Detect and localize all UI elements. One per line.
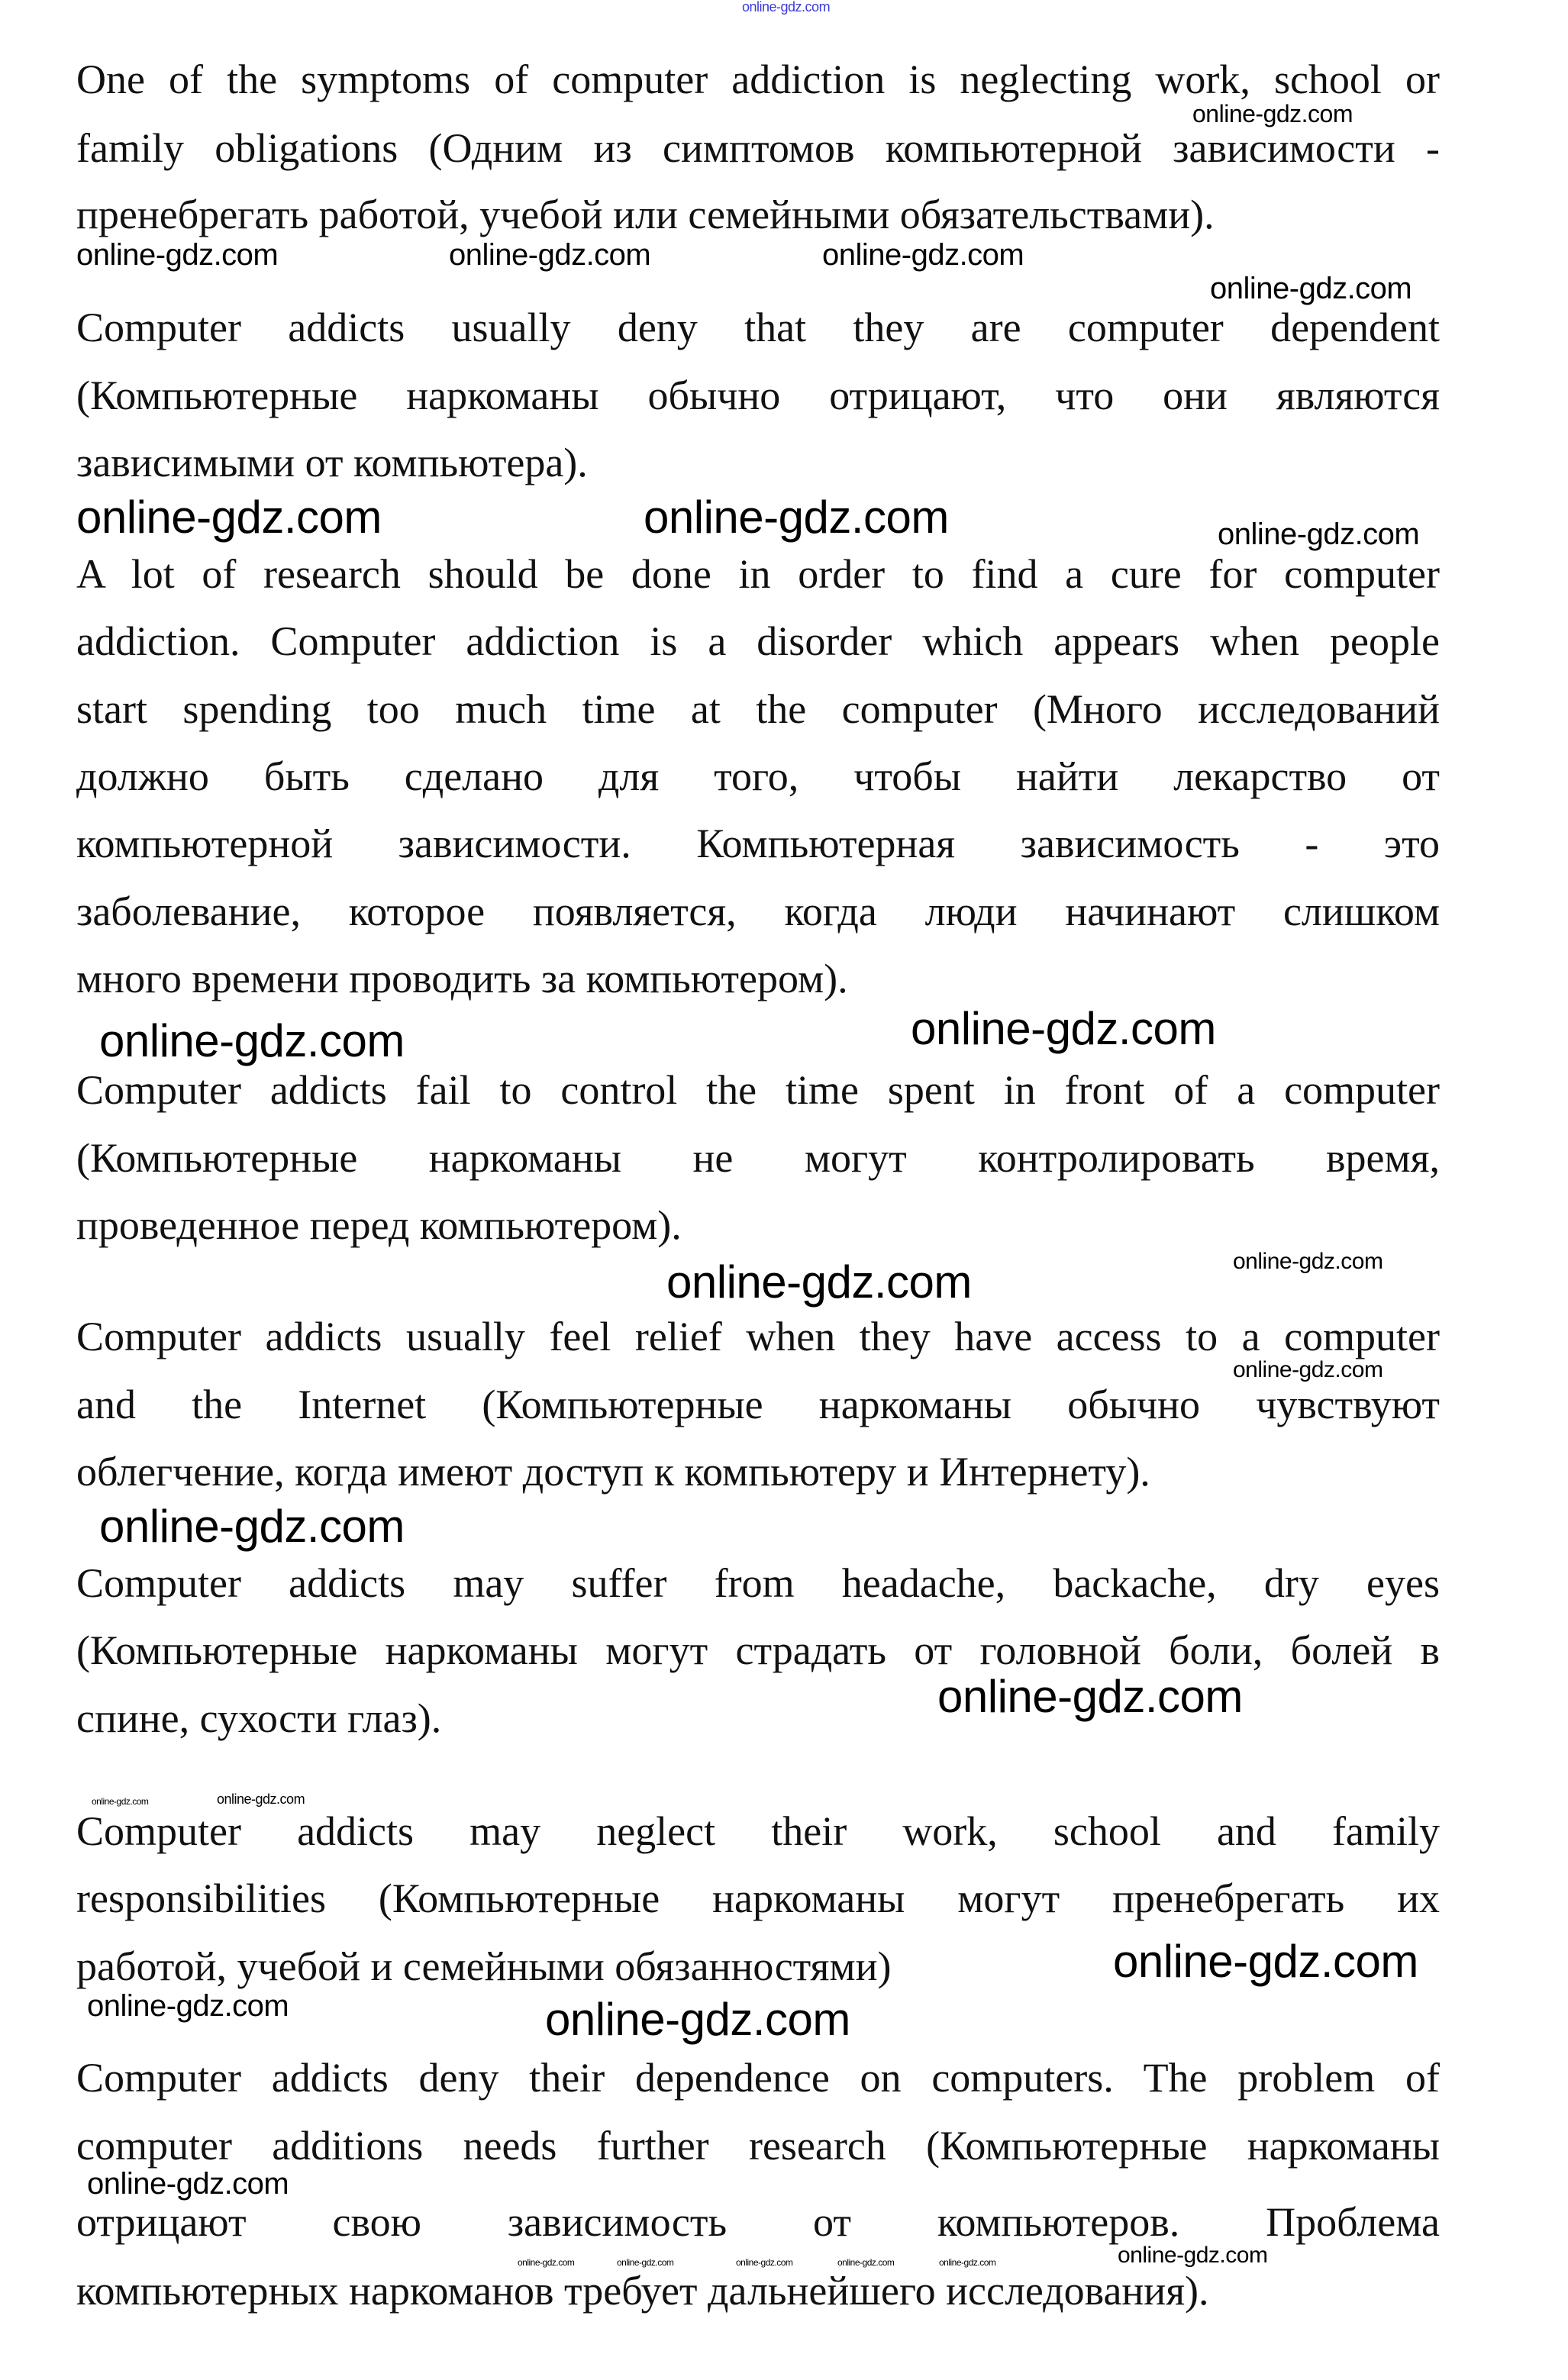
paragraph-line: One of the symptoms of computer addiction is neglecting work, school or xyxy=(76,56,1440,102)
paragraph-line: облегчение, когда имеют доступ к компьютеру и Интернету). xyxy=(76,1449,1150,1495)
watermark: online-gdz.com xyxy=(644,492,949,543)
watermark: online-gdz.com xyxy=(1218,518,1420,551)
watermark: online-gdz.com xyxy=(99,1501,405,1552)
watermark: online-gdz.com xyxy=(911,1003,1216,1054)
paragraph-line: Computer addicts deny their dependence on computers. The problem of xyxy=(76,2055,1440,2101)
watermark: online-gdz.com xyxy=(1113,1936,1418,1987)
paragraph-line: (Компьютерные наркоманы могут страдать от головной боли, болей в xyxy=(76,1627,1440,1673)
paragraph-line: Computer addicts may suffer from headache, backache, dry eyes xyxy=(76,1560,1440,1606)
watermark: online-gdz.com xyxy=(87,1989,289,2023)
paragraph-line: Computer addicts usually feel relief when they have access to a computer xyxy=(76,1314,1440,1359)
watermark: online-gdz.com xyxy=(1118,2243,1268,2268)
paragraph-line: (Компьютерные наркоманы не могут контролировать время, xyxy=(76,1135,1440,1181)
watermark: online-gdz.com xyxy=(1233,1357,1383,1382)
paragraph-line: and the Internet (Компьютерные наркоманы обычно чувствуют xyxy=(76,1382,1440,1427)
watermark: online-gdz.com xyxy=(617,2257,674,2268)
watermark: online-gdz.com xyxy=(518,2257,575,2268)
watermark: online-gdz.com xyxy=(217,1791,305,1807)
watermark: online-gdz.com xyxy=(99,1015,405,1066)
paragraph-line: компьютерных наркоманов требует дальнейшего исследования). xyxy=(76,2268,1209,2314)
paragraph-line: addiction. Computer addiction is a disorder which appears when people xyxy=(76,618,1440,664)
watermark: online-gdz.com xyxy=(937,1671,1243,1722)
paragraph-line: много времени проводить за компьютером). xyxy=(76,956,848,1001)
paragraph-line: работой, учебой и семейными обязанностями) xyxy=(76,1943,892,1989)
watermark: online-gdz.com xyxy=(837,2257,895,2268)
paragraph-line: computer additions needs further research (Компьютерные наркоманы xyxy=(76,2123,1440,2169)
watermark: online-gdz.com xyxy=(449,238,651,272)
watermark: online-gdz.com xyxy=(76,238,279,272)
watermark: online-gdz.com xyxy=(545,1994,850,2045)
watermark: online-gdz.com xyxy=(76,492,382,543)
paragraph-line: спине, сухости глаз). xyxy=(76,1695,442,1741)
watermark: online-gdz.com xyxy=(822,238,1024,272)
paragraph-line: компьютерной зависимости. Компьютерная зависимость - это xyxy=(76,821,1440,866)
paragraph-line: Computer addicts may neglect their work, school and family xyxy=(76,1808,1440,1854)
paragraph-line: зависимыми от компьютера). xyxy=(76,440,588,485)
paragraph-line: пренебрегать работой, учебой или семейными обязательствами). xyxy=(76,192,1215,237)
watermark: online-gdz.com xyxy=(92,1796,149,1807)
paragraph-line: должно быть сделано для того, чтобы найти лекарство от xyxy=(76,753,1440,799)
paragraph-line: (Компьютерные наркоманы обычно отрицают, что они являются xyxy=(76,372,1440,418)
paragraph-line: отрицают свою зависимость от компьютеров. Проблема xyxy=(76,2199,1440,2245)
watermark: online-gdz.com xyxy=(666,1256,972,1308)
paragraph-line: A lot of research should be done in order to find a cure for computer xyxy=(76,551,1440,597)
paragraph-line: responsibilities (Компьютерные наркоманы могут пренебрегать их xyxy=(76,1875,1440,1921)
paragraph-line: start spending too much time at the computer (Много исследований xyxy=(76,686,1440,732)
watermark: online-gdz.com xyxy=(736,2257,793,2268)
watermark: online-gdz.com xyxy=(939,2257,996,2268)
watermark: online-gdz.com xyxy=(1192,100,1353,127)
watermark: online-gdz.com xyxy=(87,2167,289,2201)
paragraph-line: family obligations (Одним из симптомов компьютерной зависимости - xyxy=(76,125,1440,171)
paragraph-line: заболевание, которое появляется, когда люди начинают слишком xyxy=(76,888,1440,934)
watermark: online-gdz.com xyxy=(1233,1249,1383,1274)
watermark: online-gdz.com xyxy=(742,0,831,15)
paragraph-line: проведенное перед компьютером). xyxy=(76,1202,682,1248)
paragraph-line: Computer addicts usually deny that they are computer dependent xyxy=(76,305,1440,350)
watermark: online-gdz.com xyxy=(1210,272,1412,305)
paragraph-line: Computer addicts fail to control the time spent in front of a computer xyxy=(76,1067,1440,1113)
